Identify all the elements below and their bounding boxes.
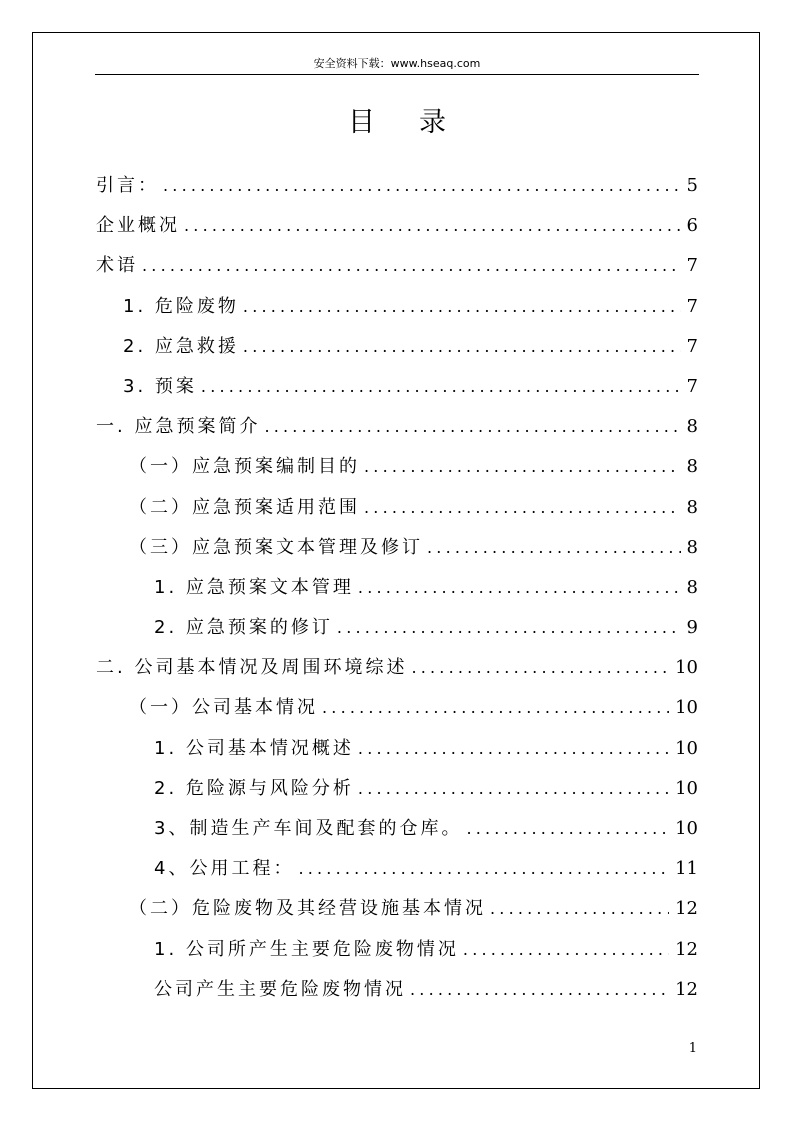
toc-entry-page: 11 — [675, 858, 698, 880]
toc-entry[interactable] — [96, 889, 698, 929]
toc-dot-leader — [358, 568, 681, 608]
toc-entry[interactable] — [96, 528, 698, 568]
toc-entry[interactable] — [96, 488, 698, 528]
toc-entry-page: 10 — [675, 777, 698, 799]
toc-entry-page: 9 — [686, 617, 698, 639]
table-of-contents — [96, 166, 698, 1010]
toc-dot-leader — [427, 528, 681, 568]
toc-entry-label: （三）应急预案文本管理及修订 — [129, 536, 423, 558]
toc-dot-leader — [358, 729, 669, 769]
toc-entry[interactable] — [96, 166, 698, 206]
toc-entry-page: 6 — [686, 215, 698, 237]
toc-entry[interactable] — [96, 849, 698, 889]
toc-entry-page: 10 — [675, 697, 698, 719]
toc-entry-page: 7 — [686, 255, 698, 277]
toc-entry[interactable] — [96, 246, 698, 286]
toc-entry[interactable] — [96, 367, 698, 407]
toc-dot-leader — [264, 407, 680, 447]
toc-entry-page: 10 — [675, 657, 698, 679]
toc-dot-leader — [243, 287, 681, 327]
toc-dot-leader — [411, 648, 669, 688]
page-number: 1 — [688, 1041, 697, 1056]
toc-dot-leader — [201, 367, 681, 407]
toc-entry-label: 1. 公司基本情况概述 — [154, 737, 354, 759]
toc-dot-leader — [463, 930, 669, 970]
toc-entry-page: 12 — [675, 898, 698, 920]
toc-dot-leader — [490, 889, 669, 929]
toc-entry-label: 4、公用工程： — [154, 858, 295, 880]
page-header: 安全资料下载：www.hseaq.com — [313, 57, 481, 70]
header-divider — [95, 74, 699, 75]
toc-entry-label: 3. 预案 — [123, 375, 197, 397]
toc-dot-leader — [358, 769, 669, 809]
toc-entry-label: 2. 应急救援 — [123, 335, 239, 357]
toc-entry-label: 1. 危险废物 — [123, 295, 239, 317]
toc-entry[interactable] — [96, 930, 698, 970]
toc-entry-label: 公司产生主要危险废物情况 — [154, 978, 406, 1000]
toc-entry-page: 8 — [686, 576, 698, 598]
toc-entry[interactable] — [96, 447, 698, 487]
toc-entry-page: 7 — [686, 335, 698, 357]
toc-entry-label: 2. 危险源与风险分析 — [154, 777, 354, 799]
toc-entry-label: 3、制造生产车间及配套的仓库。 — [154, 818, 463, 839]
toc-entry[interactable] — [96, 809, 698, 849]
toc-entry-label: （一）应急预案编制目的 — [129, 456, 360, 478]
toc-dot-leader — [142, 246, 681, 286]
toc-entry-page: 7 — [686, 375, 698, 397]
toc-entry[interactable] — [96, 206, 698, 246]
toc-entry-page: 10 — [675, 818, 698, 839]
toc-entry-label: （二）危险废物及其经营设施基本情况 — [129, 898, 486, 920]
toc-entry-label: （一）公司基本情况 — [129, 697, 318, 719]
toc-entry-label: 企业概况 — [96, 215, 180, 237]
toc-entry-label: 1. 公司所产生主要危险废物情况 — [154, 938, 459, 960]
toc-dot-leader — [298, 849, 669, 889]
toc-entry-page: 5 — [686, 175, 698, 196]
toc-dot-leader — [364, 447, 681, 487]
toc-entry-page: 8 — [686, 496, 698, 518]
toc-entry-label: （二）应急预案适用范围 — [129, 496, 360, 518]
toc-dot-leader — [466, 809, 669, 849]
toc-entry-label: 1. 应急预案文本管理 — [154, 576, 354, 598]
toc-entry-page: 8 — [686, 536, 698, 558]
toc-entry-label: 二. 公司基本情况及周围环境综述 — [96, 657, 408, 679]
toc-entry[interactable] — [96, 729, 698, 769]
toc-entry-label: 2. 应急预案的修订 — [154, 617, 333, 639]
toc-entry-page: 8 — [686, 456, 698, 478]
toc-dot-leader — [163, 166, 681, 206]
toc-dot-leader — [243, 327, 681, 367]
toc-entry-page: 7 — [686, 295, 698, 317]
toc-entry-page: 8 — [686, 416, 698, 438]
toc-entry[interactable] — [96, 327, 698, 367]
toc-dot-leader — [410, 970, 669, 1010]
toc-entry-label: 引言： — [96, 175, 159, 196]
toc-entry[interactable] — [96, 970, 698, 1010]
toc-entry-page: 12 — [675, 978, 698, 1000]
toc-title: 目录 — [348, 107, 490, 138]
toc-entry-page: 12 — [675, 938, 698, 960]
toc-entry[interactable] — [96, 688, 698, 728]
toc-dot-leader — [184, 206, 681, 246]
toc-entry[interactable] — [96, 648, 698, 688]
toc-entry[interactable] — [96, 568, 698, 608]
toc-entry-page: 10 — [675, 737, 698, 759]
toc-entry[interactable] — [96, 287, 698, 327]
toc-entry[interactable] — [96, 769, 698, 809]
toc-entry-label: 术语 — [96, 255, 138, 277]
toc-dot-leader — [322, 688, 669, 728]
toc-dot-leader — [337, 608, 681, 648]
toc-entry[interactable] — [96, 407, 698, 447]
toc-entry-label: 一. 应急预案简介 — [96, 416, 261, 438]
toc-entry[interactable] — [96, 608, 698, 648]
toc-dot-leader — [364, 488, 681, 528]
